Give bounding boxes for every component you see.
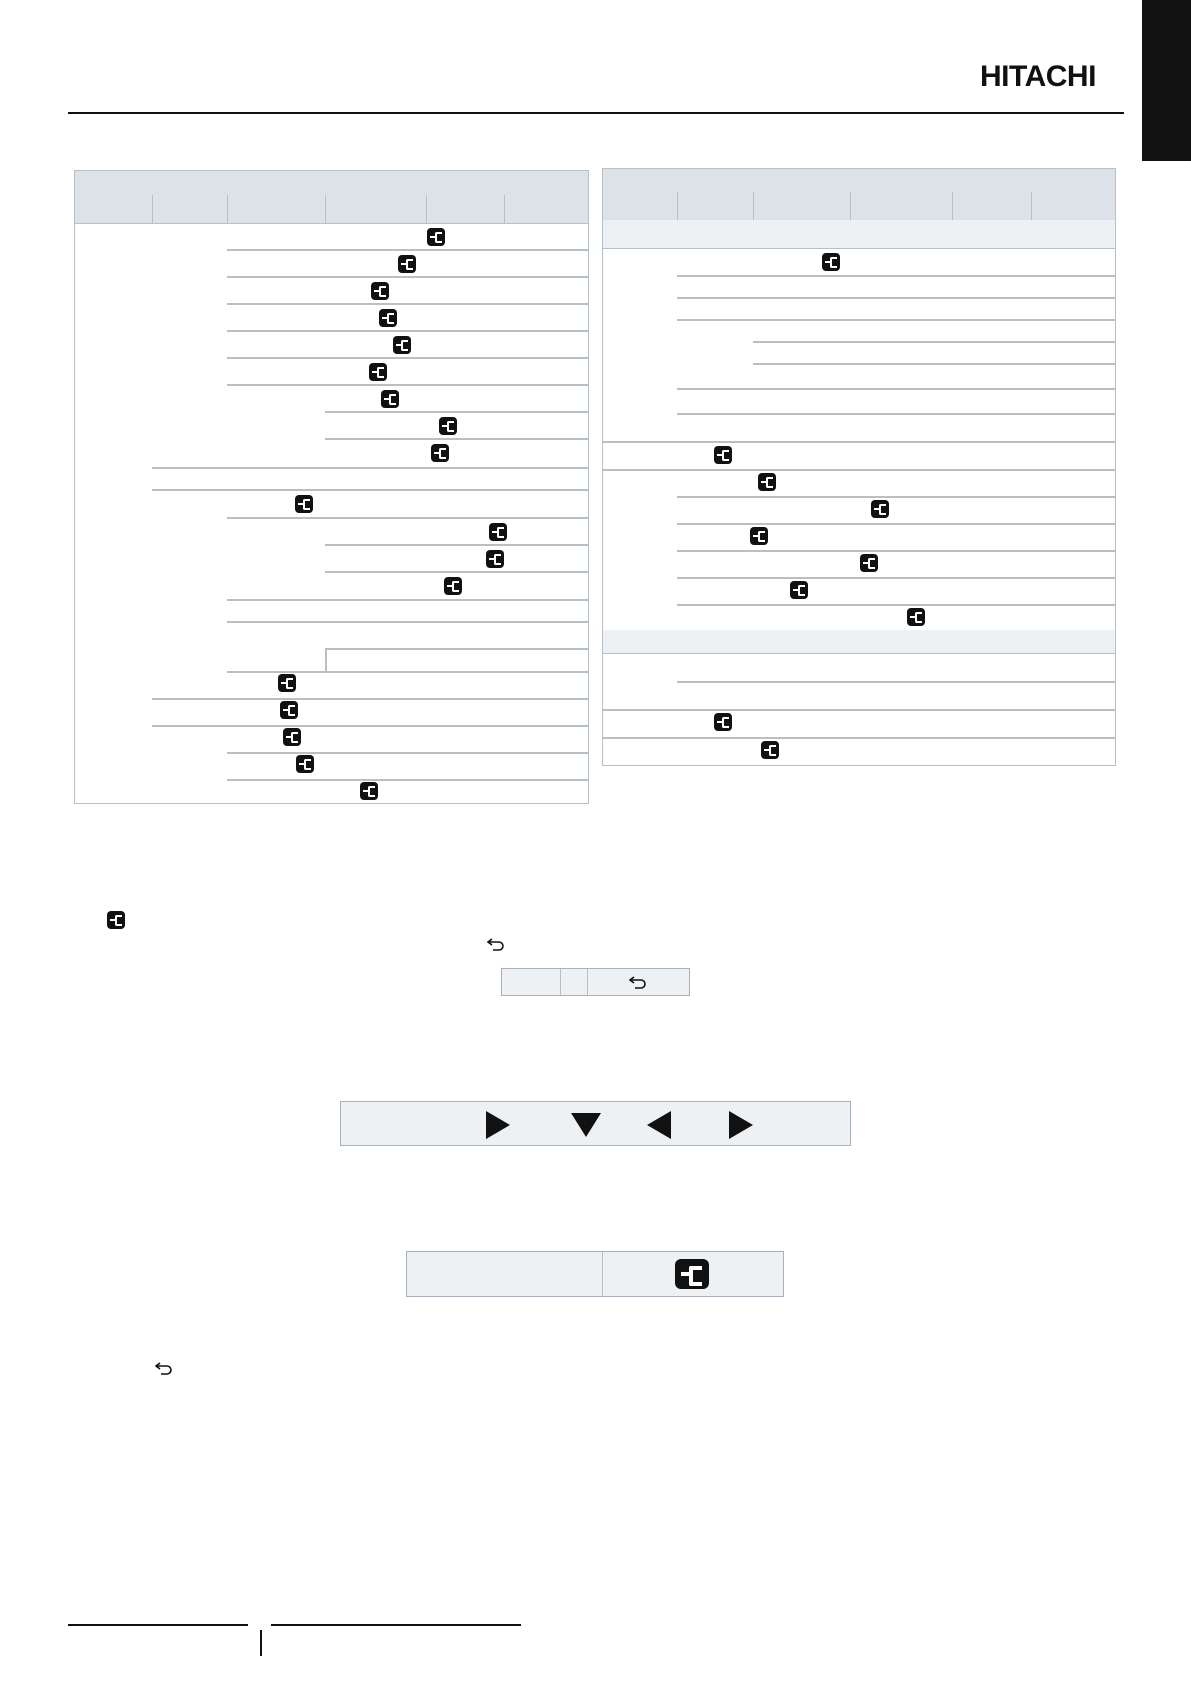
- table-row: [677, 388, 1115, 390]
- table-row: [677, 604, 1115, 606]
- key-box: [501, 968, 690, 996]
- connector-icon: [371, 282, 389, 300]
- triangle-down-icon: [571, 1113, 601, 1137]
- hitachi-logo: HITACHI: [980, 60, 1096, 93]
- navigation-box: [340, 1101, 851, 1146]
- connector-icon: [790, 581, 808, 599]
- connector-icon: [107, 911, 125, 929]
- table-row: [677, 297, 1115, 299]
- connector-icon: [750, 527, 768, 545]
- table-row: [677, 319, 1115, 321]
- connector-icon: [296, 755, 314, 773]
- table-row: [677, 496, 1115, 498]
- connector-icon: [907, 608, 925, 626]
- table-row: [603, 469, 1115, 471]
- table-row: [227, 599, 588, 601]
- connector-icon: [714, 446, 732, 464]
- table-row: [753, 341, 1115, 343]
- table-row: [227, 621, 588, 623]
- return-arrow-icon: [629, 975, 647, 989]
- table-row: [677, 577, 1115, 579]
- table-row: [603, 441, 1115, 443]
- table-row: [325, 411, 588, 413]
- connector-icon: [871, 500, 889, 518]
- footer-rule-right: [271, 1624, 521, 1626]
- connector-icon: [283, 728, 301, 746]
- table-row: [325, 438, 588, 440]
- connector-icon: [489, 523, 507, 541]
- connector-icon: [360, 782, 378, 800]
- table-row: [227, 357, 588, 359]
- connector-icon: [431, 444, 449, 462]
- table-row: [227, 276, 588, 278]
- return-arrow-icon: [487, 937, 505, 951]
- table-row: [677, 681, 1115, 683]
- table-header-row: [603, 192, 1115, 221]
- footer-separator: [260, 1630, 262, 1656]
- table-header-row: [75, 195, 588, 224]
- table-row: [603, 737, 1115, 739]
- table-row: [325, 544, 588, 546]
- table-row: [152, 725, 588, 727]
- table-title-bar: [603, 169, 1115, 193]
- connector-icon: [675, 1259, 709, 1289]
- triangle-right-icon: [729, 1111, 753, 1139]
- table-row: [152, 467, 588, 469]
- table-row: [227, 671, 588, 673]
- section-row: [603, 630, 1115, 654]
- connector-key-box: [406, 1251, 784, 1297]
- connector-icon: [714, 713, 732, 731]
- connector-icon: [486, 550, 504, 568]
- footer-rule-left: [68, 1624, 248, 1626]
- table-row: [152, 698, 588, 700]
- section-row: [603, 220, 1115, 249]
- table-row: [677, 275, 1115, 277]
- triangle-right-icon: [486, 1111, 510, 1139]
- return-arrow-icon: [155, 1361, 173, 1375]
- connector-icon: [369, 363, 387, 381]
- table-row: [227, 303, 588, 305]
- table-row: [152, 489, 588, 491]
- table-row: [677, 413, 1115, 415]
- table-row: [227, 249, 588, 251]
- language-tab: [1142, 0, 1191, 161]
- connector-icon: [439, 417, 457, 435]
- connector-icon: [295, 495, 313, 513]
- table-title-bar: [75, 171, 588, 196]
- connector-icon: [758, 473, 776, 491]
- table-row: [325, 648, 588, 650]
- table-row: [753, 363, 1115, 365]
- connector-icon: [761, 741, 779, 759]
- table-row: [677, 523, 1115, 525]
- menu-table-right: [602, 168, 1116, 766]
- connector-icon: [393, 336, 411, 354]
- menu-table-left: [74, 170, 589, 804]
- table-row: [227, 517, 588, 519]
- table-row: [227, 384, 588, 386]
- connector-icon: [278, 674, 296, 692]
- table-row: [227, 779, 588, 781]
- connector-icon: [444, 577, 462, 595]
- table-row: [227, 752, 588, 754]
- table-row: [603, 709, 1115, 711]
- header-rule: [68, 112, 1124, 114]
- connector-icon: [379, 309, 397, 327]
- connector-icon: [860, 554, 878, 572]
- table-row: [227, 330, 588, 332]
- triangle-left-icon: [647, 1111, 671, 1139]
- table-row: [677, 550, 1115, 552]
- connector-icon: [398, 255, 416, 273]
- connector-icon: [822, 253, 840, 271]
- connector-icon: [280, 701, 298, 719]
- connector-icon: [381, 390, 399, 408]
- table-row: [325, 571, 588, 573]
- connector-icon: [427, 228, 445, 246]
